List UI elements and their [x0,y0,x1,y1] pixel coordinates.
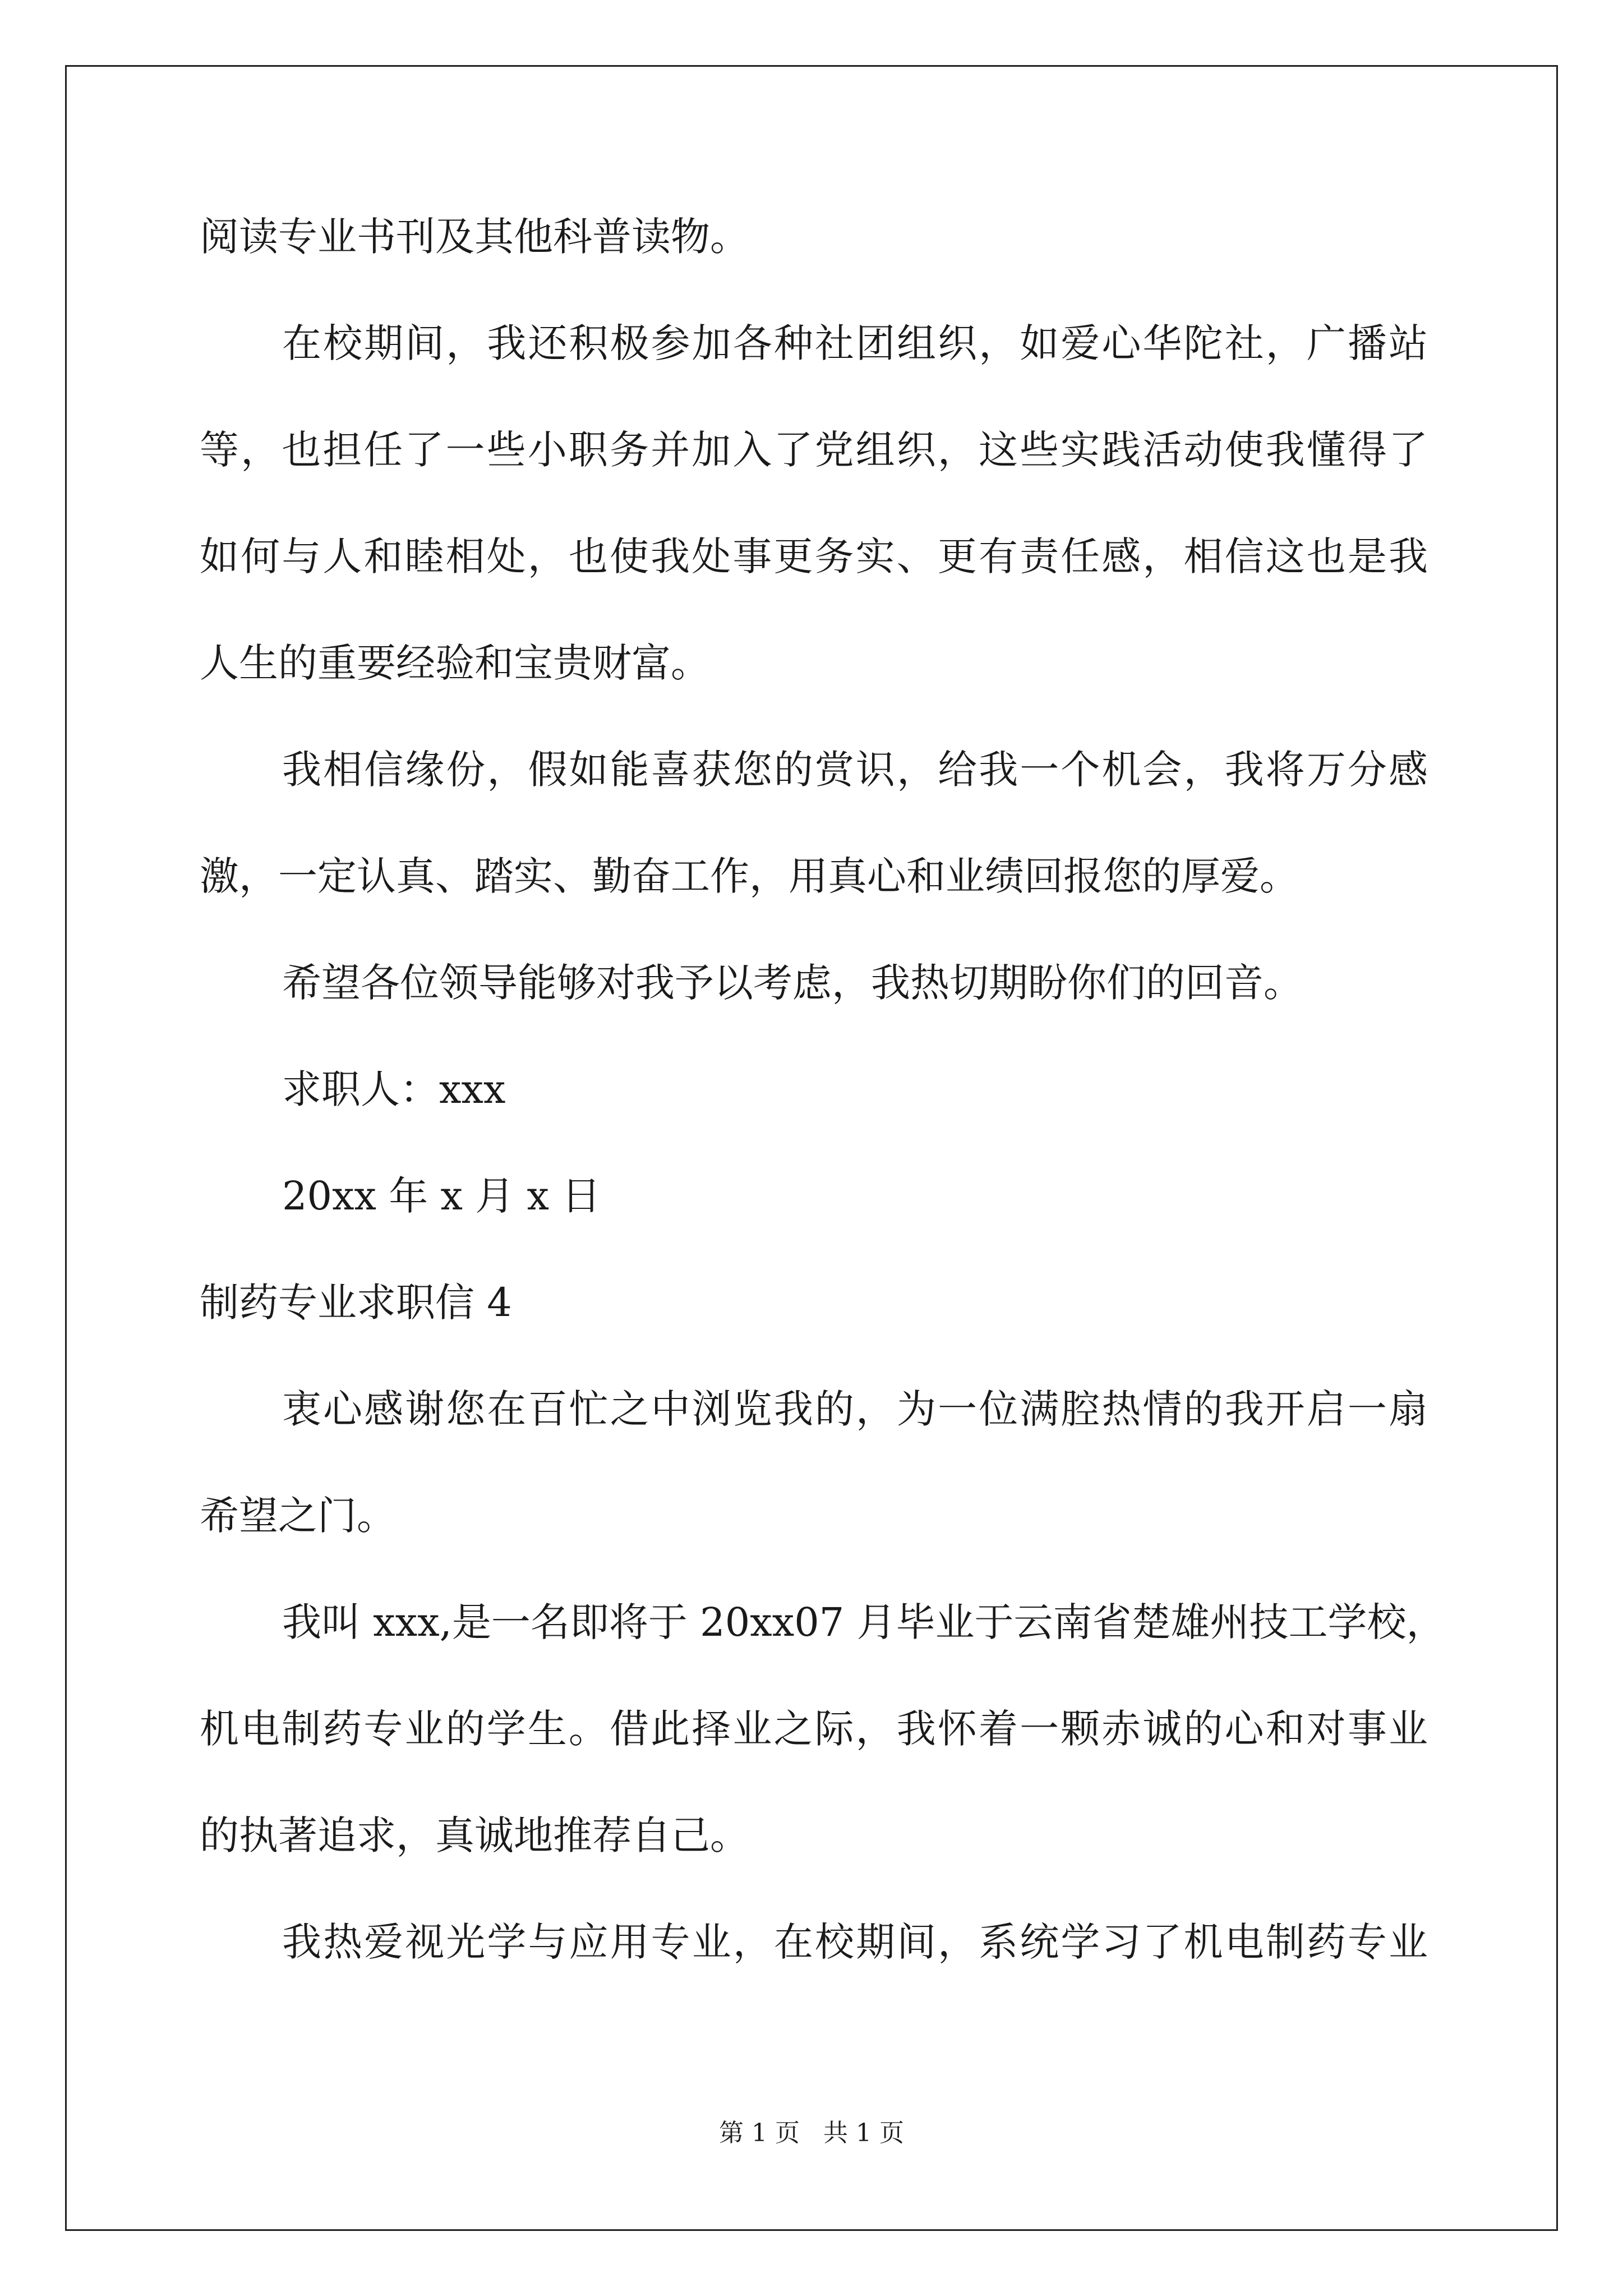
text-line: 希望各位领导能够对我予以考虑，我热切期盼你们的回音。 [282,960,1303,1006]
page-number-footer: 第 1 页 共 1 页 [719,2119,904,2147]
text-line: 如何与人和睦相处，也使我处事更务实、更有责任感，相信这也是我 [200,533,1428,579]
page-border [65,65,1558,2231]
text-line: 我相信缘份，假如能喜获您的赏识，给我一个机会，我将万分感 [282,747,1428,793]
text-line: 激，一定认真、踏实、勤奋工作，用真心和业绩回报您的厚爱。 [200,853,1299,899]
text-line: 我叫 xxx,是一名即将于 20xx07 月毕业于云南省楚雄州技工学校， [282,1599,1446,1645]
text-line: 阅读专业书刊及其他科普读物。 [200,214,749,260]
signature-name: 求职人：xxx [282,1066,506,1112]
text-line: 衷心感谢您在百忙之中浏览我的，为一位满腔热情的我开启一扇 [282,1386,1428,1432]
text-line: 人生的重要经验和宝贵财富。 [200,640,710,686]
text-line: 希望之门。 [200,1493,396,1539]
section-title: 制药专业求职信 4 [200,1280,512,1326]
text-line: 机电制药专业的学生。借此择业之际，我怀着一颗赤诚的心和对事业 [200,1706,1428,1752]
text-line: 的执著追求，真诚地推荐自己。 [200,1812,749,1858]
text-line: 在校期间，我还积极参加各种社团组织，如爱心华陀社，广播站 [282,320,1428,366]
text-line: 我热爱视光学与应用专业，在校期间，系统学习了机电制药专业 [282,1919,1428,1965]
text-line: 等，也担任了一些小职务并加入了党组织，这些实践活动使我懂得了 [200,427,1428,473]
signature-date: 20xx 年 x 月 x 日 [282,1173,601,1219]
